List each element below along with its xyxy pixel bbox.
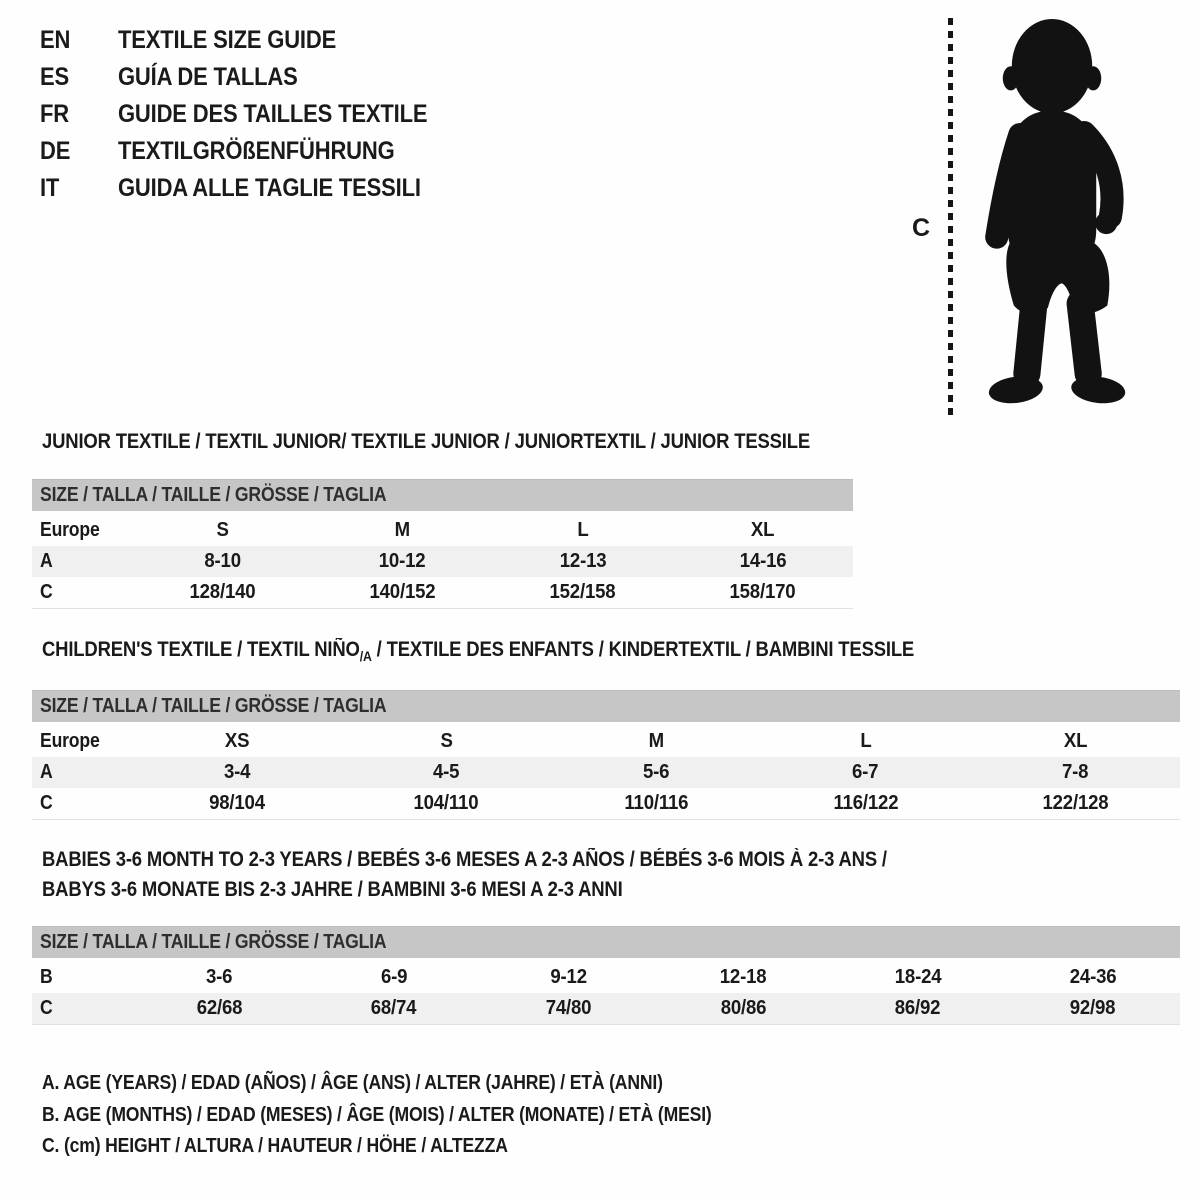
junior-size-table [32,479,853,609]
language-row-en [40,22,470,59]
row-label-text: C [40,997,53,1019]
cell-value: 98/104 [208,792,265,814]
language-row-de [40,133,470,170]
table-cell [132,761,342,784]
cell-value: 9-12 [550,966,587,988]
size-header-cell [761,730,971,753]
title-subscript: /A [359,648,372,664]
table-cell [1005,966,1180,989]
row-label-cell [32,966,132,989]
children-section-title-text [42,638,914,662]
cell-value: 8-10 [203,550,241,572]
size-banner-text: SIZE / TALLA / TAILLE / GRÖSSE / TAGLIA [40,695,387,717]
children-size-table [32,690,1180,820]
table-cell [970,761,1180,784]
cell-value: 5-6 [642,761,670,783]
table-cell [132,550,312,573]
table-header-row [32,515,853,546]
size-banner-text: SIZE / TALLA / TAILLE / GRÖSSE / TAGLIA [40,931,387,953]
table-cell [656,997,831,1020]
table-cell [673,581,853,604]
children-section-title [42,638,1033,662]
language-title: GUIDA ALLE TAGLIE TESSILI [118,174,421,202]
height-measure-dotted-line [948,18,953,416]
cell-value: 7-8 [1062,761,1089,783]
table-cell [493,581,673,604]
cell-value: 18-24 [894,966,942,988]
language-row-it [40,170,470,207]
babies-title-line1: BABIES 3-6 MONTH TO 2-3 YEARS / BEBÉS 3-6 MESES A 2-3 AÑOS / BÉBÉS 3-6 MOIS À 2-3 ANS / [42,848,887,871]
size-header-cell [132,519,312,542]
size-header-cell [970,730,1180,753]
babies-size-table [32,926,1180,1025]
cell-value: 6-9 [380,966,408,988]
cell-value: 116/122 [833,792,899,814]
row-label-text: B [40,966,53,988]
size-label: XS [224,730,250,752]
table-row-height-cm [32,577,853,608]
table-row-age-years [32,757,1180,788]
cell-value: 74/80 [545,997,592,1019]
row-label-text: C [40,792,53,814]
children-table-rows [32,726,1180,820]
region-header-cell [32,730,132,753]
toddler-silhouette-shapes [987,19,1126,406]
table-cell [761,761,971,784]
table-cell [673,550,853,573]
title-part: CHILDREN'S TEXTILE / TEXTIL NIÑO [42,638,360,661]
table-row-age-years [32,546,853,577]
legend-text: C. (cm) HEIGHT / ALTURA / HAUTEUR / HÖHE / ALTEZZA [42,1135,508,1158]
table-cell [312,581,492,604]
table-cell [831,997,1006,1020]
table-cell [493,550,673,573]
language-code [40,137,118,166]
table-cell [132,581,312,604]
size-label: XL [1063,730,1087,752]
table-cell [132,997,307,1020]
height-measure-label: C [912,214,930,242]
row-label-cell [32,581,132,604]
babies-title-line2: BABYS 3-6 MONATE BIS 2-3 JAHRE / BAMBINI 3-6 MESI A 2-3 ANNI [42,878,623,901]
language-code-text: FR [40,100,69,128]
language-title: GUÍA DE TALLAS [118,63,298,91]
size-banner-text: SIZE / TALLA / TAILLE / GRÖSSE / TAGLIA [40,484,387,506]
language-title: TEXTILE SIZE GUIDE [118,26,337,54]
table-cell [831,966,1006,989]
language-code-text: IT [40,174,60,202]
size-header-cell [493,519,673,542]
language-title: GUIDE DES TAILLES TEXTILE [118,100,428,128]
row-label-cell [32,997,132,1020]
size-banner [32,926,1180,958]
size-banner [32,479,853,511]
language-header [40,22,470,207]
cell-value: 12-13 [559,550,606,572]
size-label: S [440,730,453,752]
size-header-cell [312,519,492,542]
toddler-silhouette-icon [963,14,1135,416]
table-cell [132,792,342,815]
junior-table-rows [32,515,853,609]
table-cell [342,792,552,815]
table-cell [481,997,656,1020]
row-label-text: C [40,581,53,603]
size-label: L [577,519,589,541]
table-header-row [32,726,1180,757]
language-title: TEXTILGRÖßENFÜHRUNG [118,137,395,165]
size-label: M [394,519,411,541]
cell-value: 6-7 [852,761,879,783]
size-label: S [216,519,229,541]
table-cell [761,792,971,815]
size-header-cell [551,730,761,753]
legend-text: A. AGE (YEARS) / EDAD (AÑOS) / ÂGE (ANS) / ALTER (JAHRE) / ETÀ (ANNI) [42,1072,663,1095]
legend-line-b [42,1100,803,1132]
table-cell [342,761,552,784]
size-label: L [859,730,872,752]
table-cell [307,997,482,1020]
table-cell [307,966,482,989]
table-cell [132,966,307,989]
table-cell [656,966,831,989]
language-code [40,63,118,92]
table-cell [551,792,761,815]
language-code-text: EN [40,26,71,54]
table-row-height-cm [32,993,1180,1024]
size-header-cell [342,730,552,753]
table-cell [970,792,1180,815]
cell-value: 86/92 [895,997,941,1019]
row-label-cell [32,761,132,784]
language-code-text: DE [40,137,71,165]
junior-section-title [42,430,915,454]
cell-value: 104/110 [413,792,479,814]
table-cell [551,761,761,784]
cell-value: 80/86 [720,997,767,1019]
cell-value: 62/68 [196,997,243,1019]
cell-value: 4-5 [433,761,460,783]
region-label-text: Europe [40,519,100,541]
cell-value: 3-4 [223,761,250,783]
size-header-cell [673,519,853,542]
table-row-age-months [32,962,1180,993]
cell-value: 128/140 [189,581,256,603]
babies-section-title [42,845,1002,905]
row-label-cell [32,792,132,815]
cell-value: 10-12 [379,550,426,572]
legend-line-a [42,1068,803,1100]
size-label: M [648,730,664,752]
legend-line-c [42,1131,803,1163]
cell-value: 14-16 [739,550,787,572]
cell-value: 3-6 [206,966,233,988]
title-part: / TEXTILE DES ENFANTS / KINDERTEXTIL / BAMBINI TESSILE [371,638,915,661]
language-code-text: ES [40,63,69,91]
cell-value: 68/74 [371,997,417,1019]
region-header-cell [32,519,132,542]
measurement-legend [42,1068,803,1163]
table-row-height-cm [32,788,1180,819]
cell-value: 152/158 [549,581,616,603]
row-label-cell [32,550,132,573]
junior-section-title-text: JUNIOR TEXTILE / TEXTIL JUNIOR/ TEXTILE JUNIOR / JUNIORTEXTIL / JUNIOR TESSILE [42,430,811,453]
language-row-es [40,59,470,96]
cell-value: 110/116 [624,792,688,814]
table-cell [1005,997,1180,1020]
cell-value: 12-18 [720,966,767,988]
babies-table-rows [32,962,1180,1025]
cell-value: 158/170 [729,581,796,603]
language-code [40,26,118,55]
cell-value: 92/98 [1069,997,1116,1019]
row-label-text: A [40,550,53,572]
cell-value: 24-36 [1069,966,1117,988]
size-header-cell [132,730,342,753]
cell-value: 122/128 [1042,792,1109,814]
cell-value: 140/152 [369,581,436,603]
legend-text: B. AGE (MONTHS) / EDAD (MESES) / ÂGE (MOIS) / ALTER (MONATE) / ETÀ (MESI) [42,1103,712,1126]
language-code [40,174,118,203]
region-label-text: Europe [40,730,100,752]
size-banner [32,690,1180,722]
size-label: XL [751,519,775,541]
row-label-text: A [40,761,53,783]
table-cell [481,966,656,989]
language-code [40,100,118,129]
language-row-fr [40,96,470,133]
table-cell [312,550,492,573]
